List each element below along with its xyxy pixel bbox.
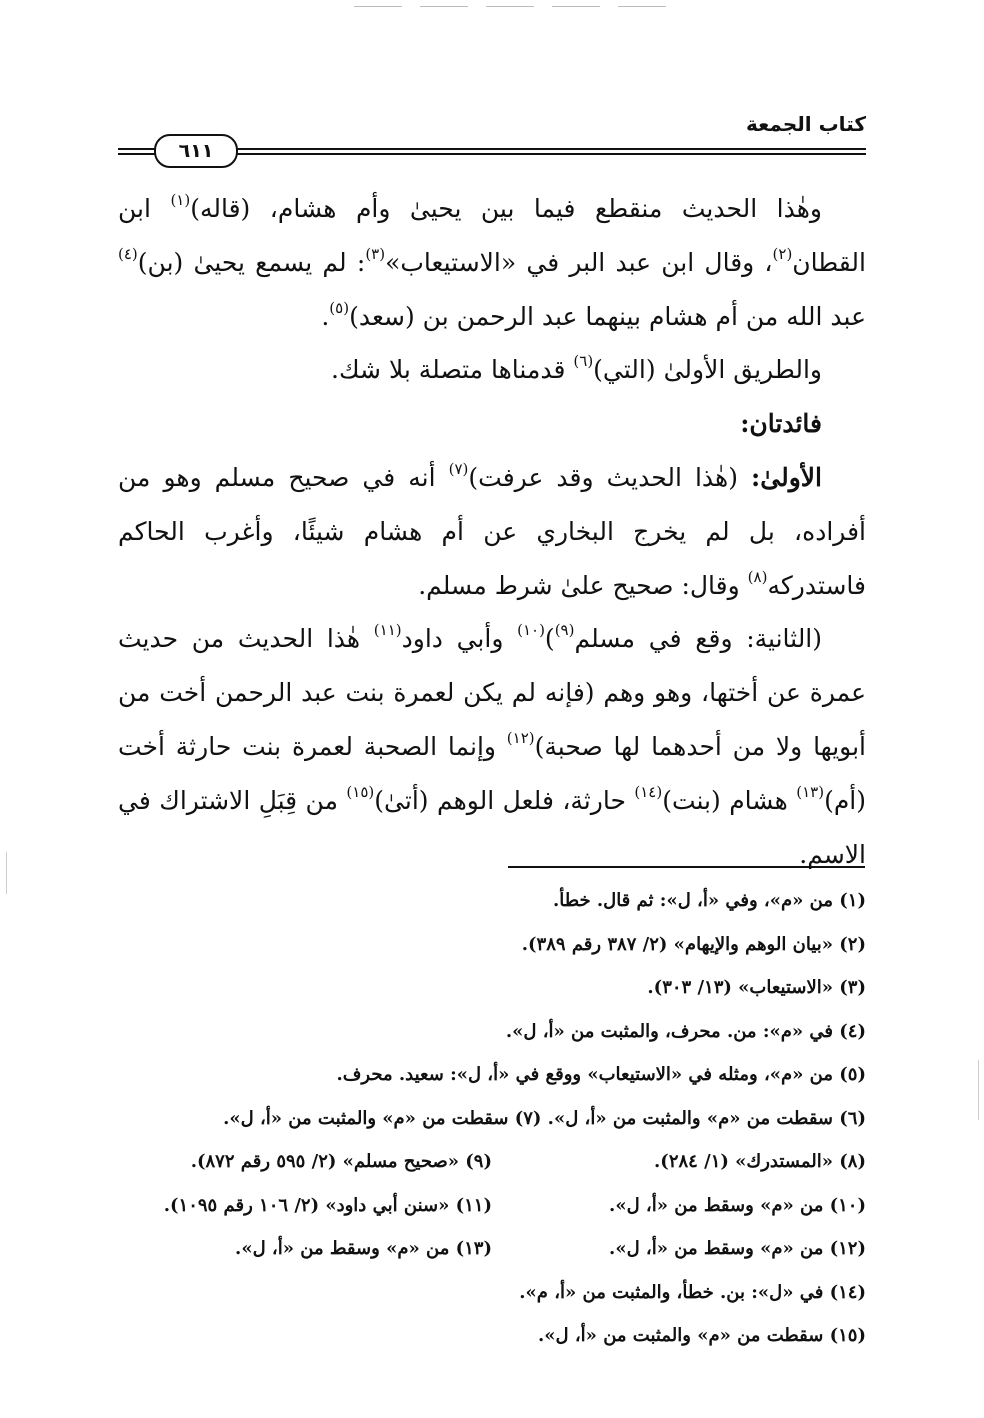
footnote-ref: (١٥)	[346, 782, 375, 801]
footnote: (٢) «بيان الوهم والإيهام» (٢/ ٣٨٧ رقم ٣٨٩).	[521, 933, 866, 955]
footnote: (٣) «الاستيعاب» (١٣/ ٣٠٣).	[647, 977, 866, 998]
footnote: (١٠) من «م» وسقط من «أ، ل».	[609, 1194, 866, 1216]
footnote: (٦) سقطت من «م» والمثبت من «أ، ل». (٧) سقطت من «م» والمثبت من «أ، ل».	[223, 1107, 866, 1129]
footnote: (٤) في «م»: من. محرف، والمثبت من «أ، ل».	[505, 1020, 866, 1042]
footnotes	[118, 884, 866, 1363]
chapter-title: كتاب الجمعة	[746, 112, 866, 136]
footnote: (١١) «سنن أبي داود» (٢/ ١٠٦ رقم ١٠٩٥).	[163, 1194, 492, 1216]
footnote: (٨) «المستدرك» (١/ ٢٨٤).	[654, 1151, 866, 1172]
footnote-row	[118, 1189, 866, 1233]
footnote-ref: (٨)	[747, 567, 768, 586]
text-run: : لم يسمع يحيىٰ (بن)	[137, 247, 366, 277]
text-run: هشام (بنت)	[662, 785, 797, 815]
text-run: قدمناها متصلة بلا شك.	[331, 355, 574, 385]
footnote-ref: (٢)	[772, 244, 793, 263]
footnote-ref: (١)	[170, 191, 191, 209]
text-run: ابن القطان	[118, 194, 866, 277]
footnote-ref: (٦)	[573, 352, 594, 371]
text-run: من قِبَلِ الاشتراك في الاسم.	[118, 785, 866, 869]
text-run: عبد الله من أم هشام بينهما عبد الرحمن بن (سعد)	[349, 301, 866, 331]
paragraph-5	[118, 612, 866, 881]
text-run: حارثة، فلعل الوهم (أتىٰ)	[374, 785, 635, 815]
lead-word: الأولىٰ:	[751, 462, 823, 492]
page-number: ٦١١	[154, 134, 238, 168]
text-run: (هٰذا الحديث وقد عرفت)	[468, 462, 752, 492]
text-run: )	[544, 624, 555, 654]
paragraph-1	[118, 182, 866, 343]
footnote-ref: (١٠)	[517, 621, 545, 640]
footnote-ref: (٧)	[448, 459, 469, 478]
section-heading: فائدتان:	[740, 409, 822, 439]
top-scan-marks	[300, 6, 720, 10]
footnote-ref: (٣)	[365, 244, 386, 263]
text-run: (الثانية: وقع في مسلم	[574, 624, 823, 654]
paragraph-2	[118, 343, 866, 397]
footnote-ref: (٩)	[554, 621, 575, 640]
footnote: (٥) من «م»، ومثله في «الاستيعاب» ووقع في «أ، ل»: سعيد. محرف.	[336, 1064, 866, 1085]
text-run: وقال: صحيح علىٰ شرط مسلم.	[418, 570, 748, 600]
footnote-row	[118, 1232, 866, 1276]
footnote-ref: (٥)	[329, 298, 350, 317]
footnote: (١) من «م»، وفي «أ، ل»: ثم قال. خطأ.	[552, 890, 866, 911]
page-header	[118, 110, 866, 160]
footnote: (١٤) في «ل»: بن. خطأ، والمثبت من «أ، م».	[519, 1281, 866, 1303]
footnote-row	[118, 1145, 866, 1189]
text-run: والطريق الأولىٰ (التي)	[593, 355, 822, 385]
text-run: .	[321, 301, 330, 331]
text-run: وإنما الصحبة لعمرة بنت حارثة أخت (أم)	[118, 731, 866, 815]
footnote-ref: (١٤)	[634, 782, 663, 801]
scan-margin-mark	[6, 852, 7, 894]
footnote: (١٣) من «م» وسقط من «أ، ل».	[235, 1238, 492, 1259]
text-run: هٰذا الحديث من حديث عمرة عن أختها، وهو وهم (فإنه لم يكن لعمرة بنت عبد الرحمن أخت من أبويها ولا من أحدهما لها صحبة)	[118, 624, 866, 761]
footnote-ref: (٤)	[118, 244, 138, 263]
text-run: ، وقال ابن عبد البر في «الاستيعاب»	[385, 247, 773, 277]
main-text	[118, 182, 866, 881]
footnote: (٩) «صحيح مسلم» (٢/ ٥٩٥ رقم ٨٧٢).	[190, 1151, 492, 1172]
footnote-ref: (١٢)	[506, 728, 535, 747]
scan-margin-mark	[978, 1060, 979, 1120]
footnote: (١٢) من «م» وسقط من «أ، ل».	[609, 1238, 866, 1259]
text-run: وهٰذا الحديث منقطع فيما بين يحيىٰ وأم هشام، (قاله)	[190, 194, 822, 223]
footnote-separator	[508, 866, 865, 868]
paragraph-4	[118, 451, 866, 612]
text-run: وأبي داود	[401, 624, 518, 654]
footnote-ref: (١١)	[373, 621, 402, 640]
footnote-ref: (١٣)	[796, 782, 825, 801]
text-run: أنه في صحيح مسلم وهو من أفراده، بل لم يخرج البخاري عن أم هشام شيئًا، وأغرب الحاكم فاستدركه	[118, 462, 866, 600]
footnote: (١٥) سقطت من «م» والمثبت من «أ، ل».	[538, 1325, 866, 1346]
